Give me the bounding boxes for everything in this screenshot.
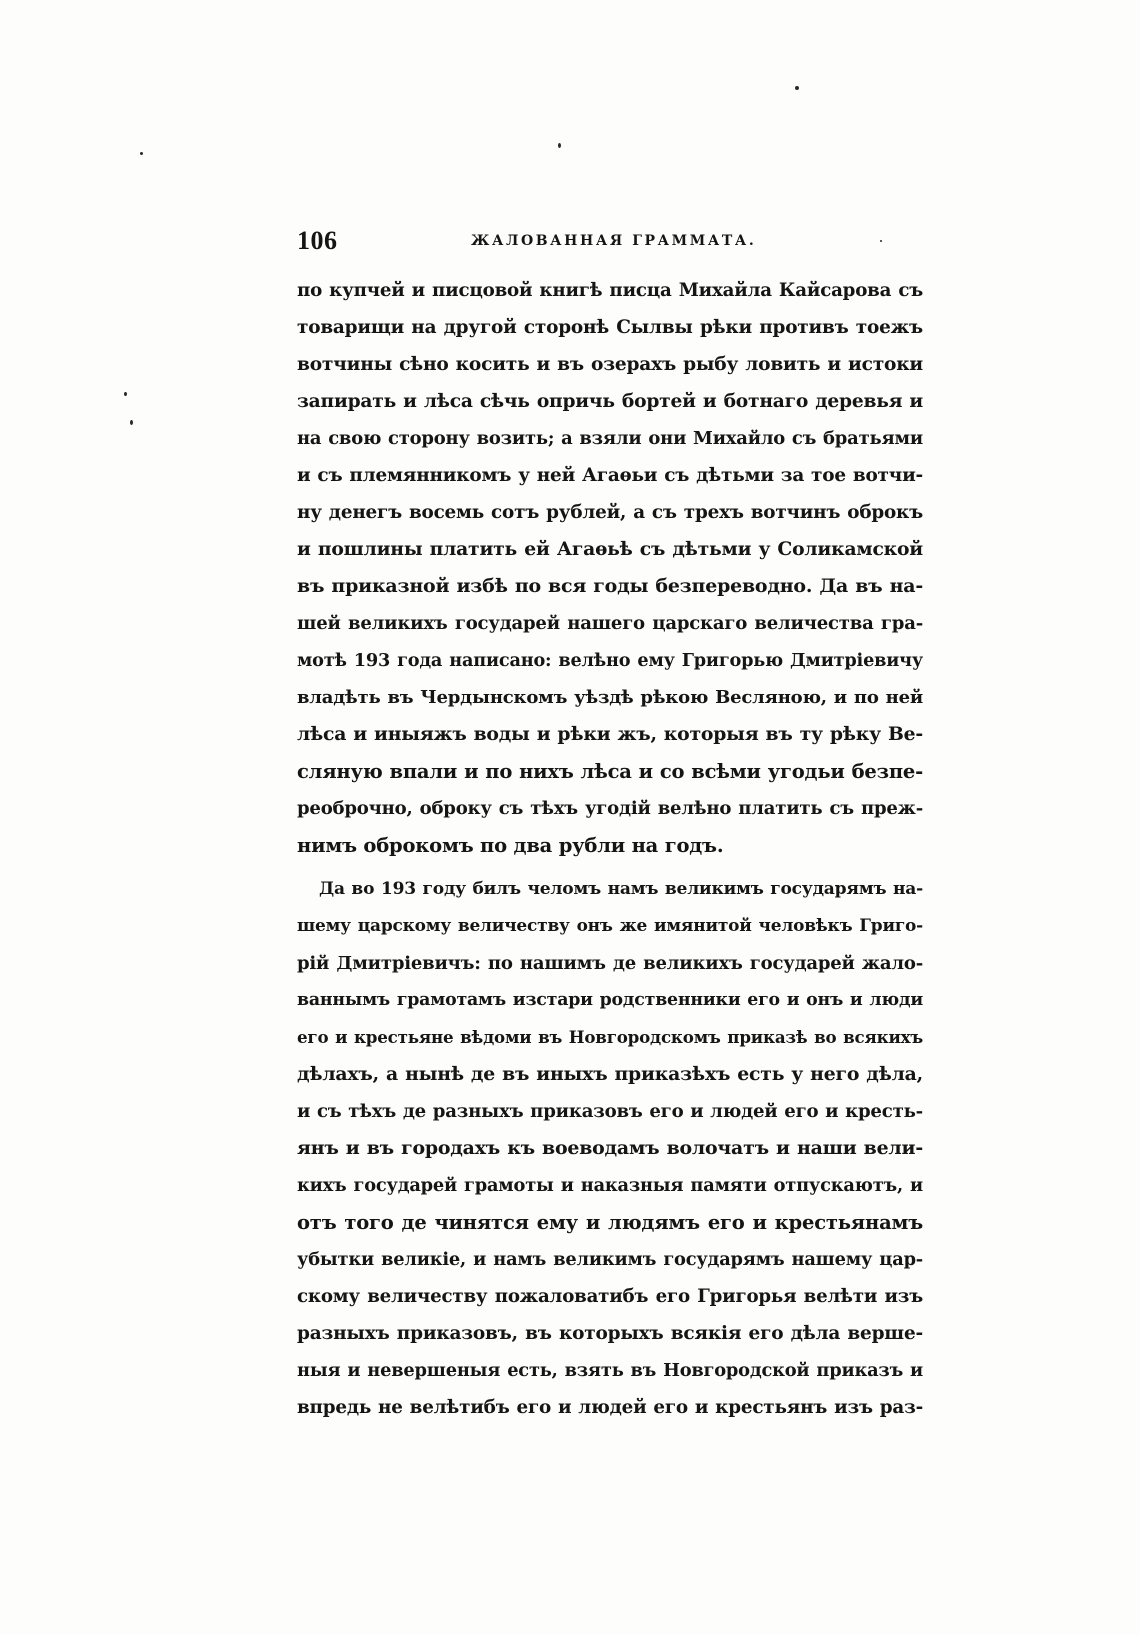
scan-speck (124, 392, 127, 396)
scan-speck (140, 152, 143, 155)
text-line: ваннымъ грамотамъ изстари родственники его и онъ и люди (297, 990, 923, 1010)
text-line: кихъ государей грамоты и наказныя памяти отпускаютъ, и (297, 1175, 923, 1196)
text-line: его и крестьяне вѣдоми въ Новгородскомъ приказѣ во всякихъ (297, 1027, 923, 1047)
text-line: владѣть въ Чердынскомъ уѣздѣ рѣкою Весляною, и по ней (297, 687, 923, 708)
text-line: впредь не велѣтибъ его и людей его и крестьянъ изъ раз- (297, 1397, 923, 1418)
paragraph-2 (297, 871, 923, 1426)
scan-speck (130, 420, 133, 425)
text-line: и пошлины платить ей Агаѳьѣ съ дѣтьми у Соликамской (297, 538, 923, 560)
text-line: скому величеству пожаловатибъ его Григорья велѣти изъ (297, 1286, 923, 1307)
text-line: отъ того де чинятся ему и людямъ его и крестьянамъ (297, 1211, 923, 1234)
paragraph-1 (297, 272, 923, 864)
text-line: мотѣ 193 года написано: велѣно ему Григорью Дмитріевичу (297, 650, 923, 671)
text-line: лѣса и иныяжъ воды и рѣки жъ, которыя въ ту рѣку Ве- (297, 723, 923, 745)
text-line: въ приказной избѣ по вся годы безпереводно. Да въ на- (297, 575, 923, 597)
text-line: нимъ оброкомъ по два рубли на годъ. (297, 834, 724, 857)
text-line: ну денегъ восемь сотъ рублей, а съ трехъ вотчинъ оброкъ (297, 502, 923, 523)
body-text (297, 272, 923, 1426)
text-line: и съ племянникомъ у ней Агаѳьи съ дѣтьми за тое вотчи- (297, 465, 923, 486)
running-title: ЖАЛОВАННАЯ ГРАММАТА. (471, 233, 757, 249)
text-line: шему царскому величеству онъ же имянитой человѣкъ Григо- (297, 916, 923, 936)
text-line: на свою сторону возить; а взяли они Михайло съ братьями (297, 428, 923, 449)
text-line: рій Дмитріевичъ: по нашимъ де великихъ государей жало- (297, 953, 923, 974)
running-head (297, 226, 923, 260)
scan-speck (795, 86, 799, 90)
text-line: и съ тѣхъ де разныхъ приказовъ его и людей его и кресть- (297, 1101, 923, 1122)
text-line: убытки великіе, и намъ великимъ государямъ нашему цар- (297, 1249, 923, 1270)
text-line: ныя и невершеныя есть, взять въ Новгородской приказъ и (297, 1360, 923, 1381)
text-line: вотчины сѣно косить и въ озерахъ рыбу ловить и истоки (297, 354, 923, 375)
paragraph-gap (297, 864, 923, 871)
text-line: янъ и въ городахъ къ воеводамъ волочатъ и наши вели- (297, 1137, 923, 1159)
text-line: реоброчно, оброку съ тѣхъ угодій велѣно платить съ преж- (297, 798, 923, 819)
text-line: по купчей и писцовой книгѣ писца Михайла Кайсарова съ (297, 280, 923, 301)
text-line: дѣлахъ, а нынѣ де въ иныхъ приказѣхъ есть у него дѣла, (297, 1063, 923, 1085)
text-line: сляную впали и по нихъ лѣса и со всѣми угодьи безпе- (297, 760, 923, 783)
text-line: Да во 193 году билъ челомъ намъ великимъ государямъ на- (319, 879, 923, 899)
page-number: 106 (297, 226, 338, 255)
text-line: запирать и лѣса сѣчь опричь бортей и ботнаго деревья и (297, 390, 923, 412)
text-line: товарищи на другой сторонѣ Сылвы рѣки противъ тоежъ (297, 317, 923, 338)
text-line: разныхъ приказовъ, въ которыхъ всякія его дѣла верше- (297, 1323, 923, 1344)
scan-speck (558, 143, 561, 148)
text-line: шей великихъ государей нашего царскаго величества гра- (297, 613, 923, 634)
